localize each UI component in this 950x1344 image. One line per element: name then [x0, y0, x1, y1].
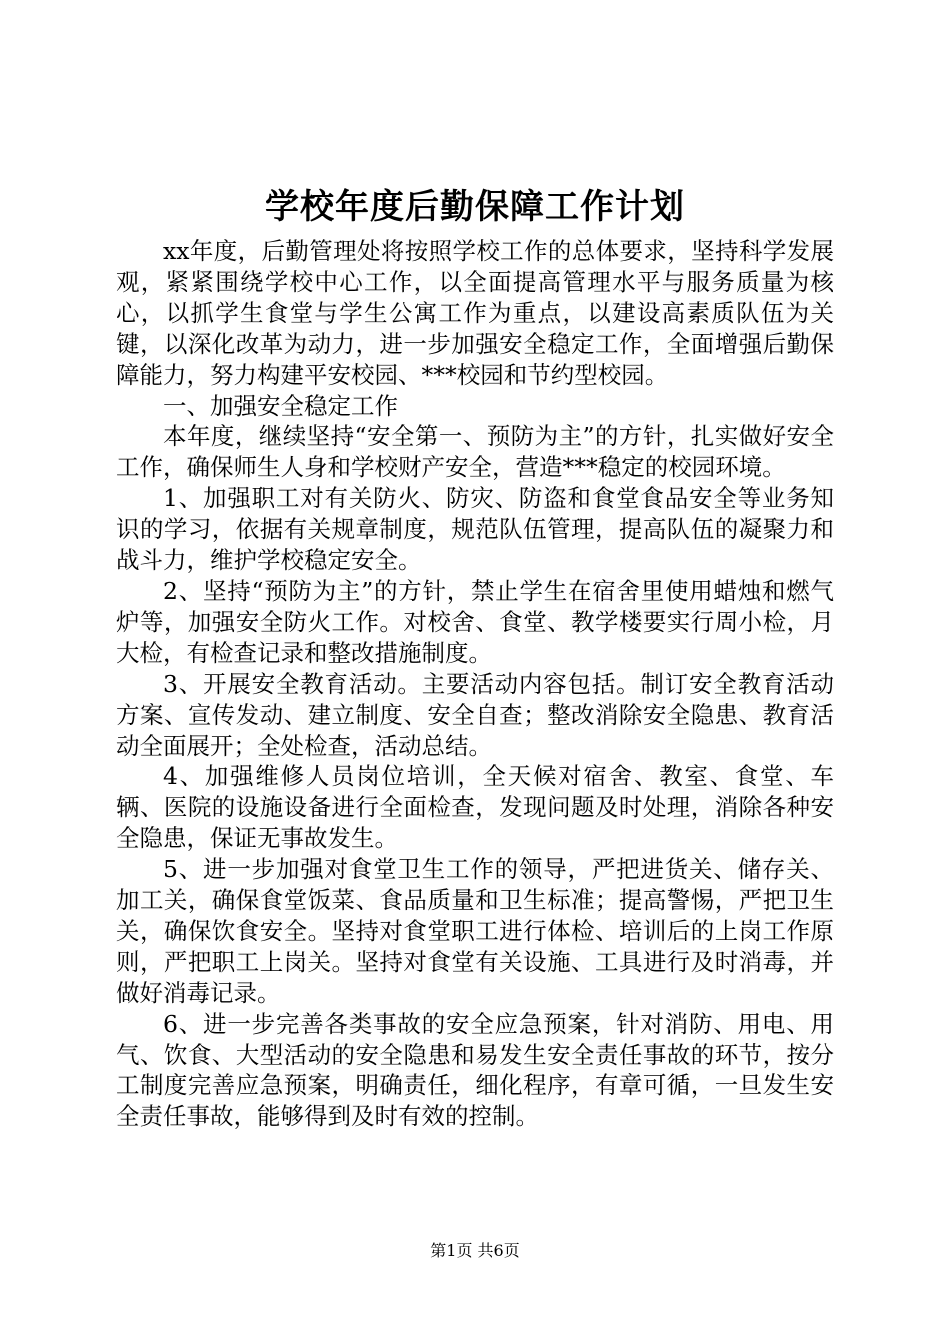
section-heading: 一、加强安全稳定工作: [163, 391, 398, 420]
paragraph-intro: xx年度，后勤管理处将按照学校工作的总体要求，坚持科学发展观，紧紧围绕学校中心工作，以全面提高管理水平与服务质量为核心，以抓学生食堂与学生公寓工作为重点，以建设高素质队伍为关键，以深化改革为动力，进一步加强安全稳定工作，全面增强后勤保障能力，努力构建平安校园、***校园和节约型校园。: [116, 237, 834, 389]
paragraph-section-intro: 本年度，继续坚持“安全第一、预防为主”的方针，扎实做好安全工作，确保师生人身和学校财产安全，营造***稳定的校园环境。: [116, 422, 834, 482]
paragraph-item-5: 5、进一步加强对食堂卫生工作的领导，严把进货关、储存关、加工关，确保食堂饭菜、食品质量和卫生标准；提高警惕，严把卫生关，确保饮食安全。坚持对食堂职工进行体检、培训后的上岗工作原则，严把职工上岗关。坚持对食堂有关设施、工具进行及时消毒，并做好消毒记录。: [116, 855, 834, 1007]
paragraph-item-4: 4、加强维修人员岗位培训，全天候对宿舍、教室、食堂、车辆、医院的设施设备进行全面检查，发现问题及时处理，消除各种安全隐患，保证无事故发生。: [116, 762, 834, 853]
paragraph-item-1: 1、加强职工对有关防火、防灾、防盗和食堂食品安全等业务知识的学习，依据有关规章制度，规范队伍管理，提高队伍的凝聚力和战斗力，维护学校稳定安全。: [116, 484, 834, 575]
paragraph-item-6: 6、进一步完善各类事故的安全应急预案，针对消防、用电、用气、饮食、大型活动的安全隐患和易发生安全责任事故的环节，按分工制度完善应急预案，明确责任，细化程序，有章可循，一旦发生安全责任事故，能够得到及时有效的控制。: [116, 1009, 834, 1131]
page-number-footer: 第1页 共6页: [430, 1241, 520, 1260]
document-body: [116, 236, 834, 1132]
paragraph-item-2: 2、坚持“预防为主”的方针，禁止学生在宿舍里使用蜡烛和燃气炉等，加强安全防火工作。对校舍、食堂、教学楼要实行周小检，月大检，有检查记录和整改措施制度。: [116, 576, 834, 667]
document-title: 学校年度后勤保障工作计划: [265, 187, 685, 227]
paragraph-item-3: 3、开展安全教育活动。主要活动内容包括。制订安全教育活动方案、宣传发动、建立制度、安全自查；整改消除安全隐患、教育活动全面展开；全处检查，活动总结。: [116, 669, 834, 760]
